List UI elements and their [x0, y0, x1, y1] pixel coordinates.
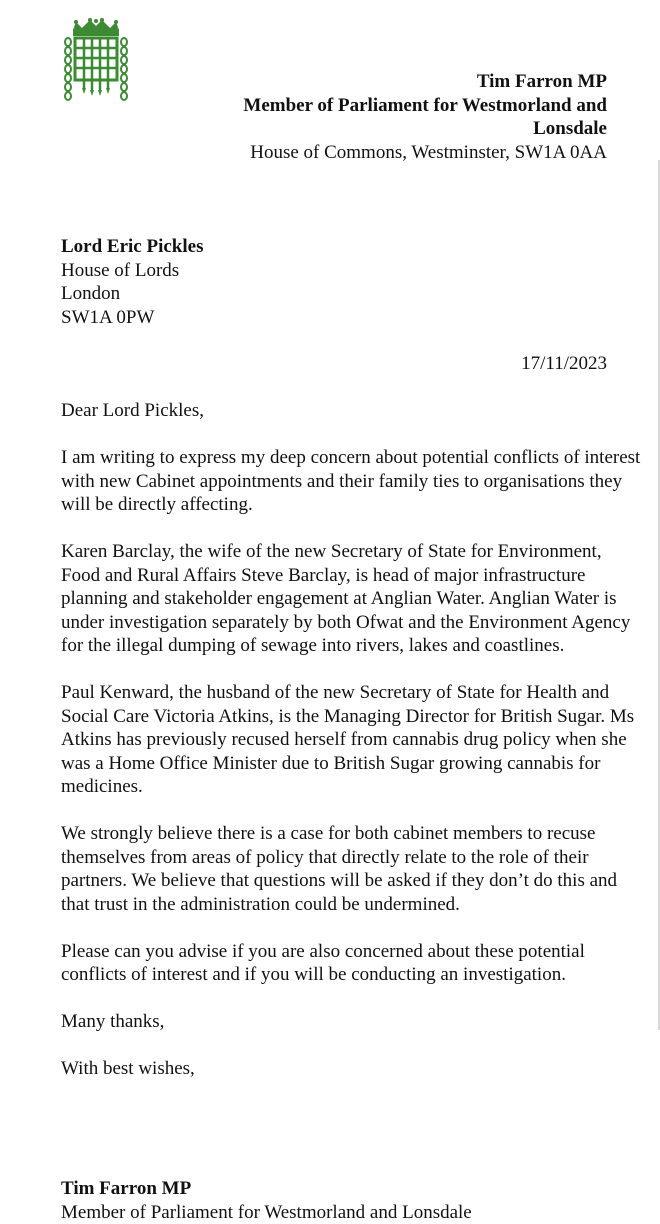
closing-thanks: Many thanks, — [61, 1010, 645, 1034]
recipient-line1: House of Lords — [61, 259, 203, 283]
signature-name: Tim Farron MP — [61, 1177, 472, 1201]
portcullis-crown-icon — [60, 18, 132, 106]
recipient-postcode: SW1A 0PW — [61, 306, 203, 330]
recipient-block — [61, 235, 203, 329]
letter-body — [61, 399, 645, 1104]
salutation: Dear Lord Pickles, — [61, 399, 645, 423]
sender-block — [187, 70, 607, 164]
signature-block — [61, 1177, 472, 1224]
paragraph: Please can you advise if you are also concerned about these potential conflicts of interest and if you will be conducting an investigation. — [61, 940, 645, 987]
paragraph: Karen Barclay, the wife of the new Secretary of State for Environment, Food and Rural Affairs Steve Barclay, is head of major infrastructure planning and stakeholder engagement at Anglian Water. Anglian Water is under investigation separately by both Ofwat and the Environment Agency for the illegal dumping of sewage into rivers, lakes and coastlines. — [61, 540, 645, 658]
recipient-name: Lord Eric Pickles — [61, 235, 203, 259]
closing-wishes: With best wishes, — [61, 1057, 645, 1081]
paragraph: Paul Kenward, the husband of the new Secretary of State for Health and Social Care Victoria Atkins, is the Managing Director for British Sugar. Ms Atkins has previously recused herself from cannabis drug policy when she was a Home Office Minister due to British Sugar growing cannabis for medicines. — [61, 681, 645, 799]
sender-address: House of Commons, Westminster, SW1A 0AA — [187, 141, 607, 165]
recipient-line2: London — [61, 282, 203, 306]
sender-name: Tim Farron MP — [187, 70, 607, 94]
sender-title-line1: Member of Parliament for Westmorland and — [187, 94, 607, 118]
sender-title-line2: Lonsdale — [187, 117, 607, 141]
paragraph: We strongly believe there is a case for both cabinet members to recuse themselves from areas of policy that directly relate to the role of their partners. We believe that questions will be asked if they don’t do this and that trust in the administration could be undermined. — [61, 822, 645, 916]
paragraph: I am writing to express my deep concern about potential conflicts of interest with new Cabinet appointments and their family ties to organisations they will be directly affecting. — [61, 446, 645, 517]
letter-date: 17/11/2023 — [521, 352, 607, 376]
signature-title: Member of Parliament for Westmorland and Lonsdale — [61, 1201, 472, 1224]
